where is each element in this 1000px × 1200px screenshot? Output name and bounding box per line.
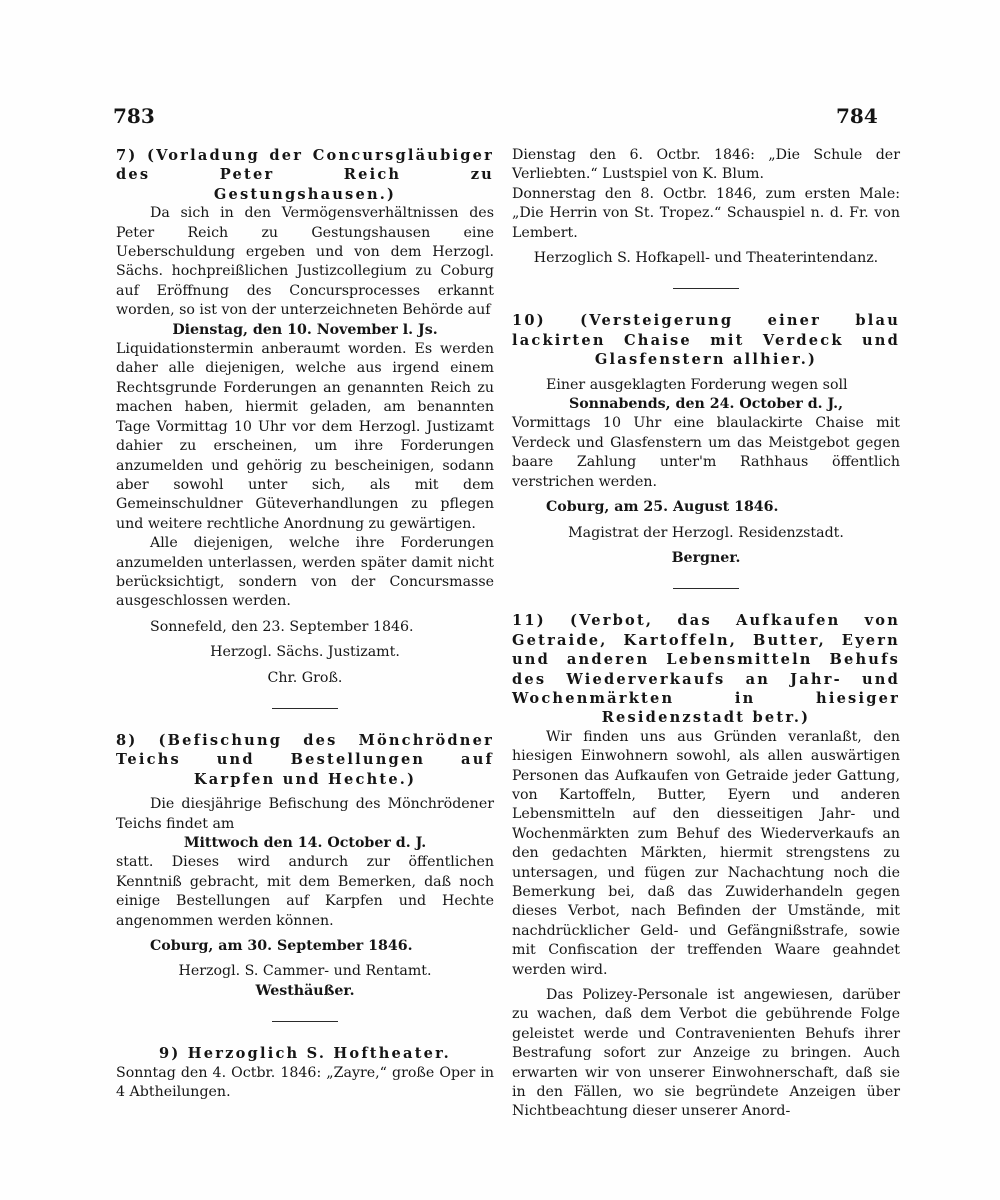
notice-7-paragraph-1: Da sich in den Vermögensverhältnissen des Peter Reich zu Gestungshausen eine Ueberschuldung ergeben und von dem Herzogl. Sächs. hochpreißlichen Justizcollegium zu Coburg auf Eröffnung des Concursprocesses erkannt worden, so ist von der unterzeichneten Behörde auf bbox=[116, 205, 494, 319]
notice-9-authority: Herzoglich S. Hofkapell- und Theaterintendanz. bbox=[533, 250, 879, 267]
notice-8-paragraph-1: Die diesjährige Befischung des Mönchrödener Teichs findet am bbox=[116, 796, 494, 832]
notice-9-paragraph-2: Dienstag den 6. Octbr. 1846: „Die Schule der Verliebten.“ Lustspiel von K. Blum. bbox=[512, 147, 900, 183]
notice-9-paragraph-3: Donnerstag den 8. Octbr. 1846, zum ersten Male: „Die Herrin von St. Tropez.“ Schauspiel n. d. Fr. von Lembert. bbox=[512, 185, 900, 241]
notice-7-signer: Chr. Groß. bbox=[267, 669, 343, 686]
notice-10-signer: Bergner. bbox=[671, 549, 741, 566]
notice-8-date: Mittwoch den 14. October d. J. bbox=[183, 835, 427, 851]
notice-8-place-date: Coburg, am 30. September 1846. bbox=[150, 938, 413, 955]
notice-7-heading: 7) (Vorladung der Concursgläubiger des Peter Reich zu Gestungshausen.) bbox=[116, 147, 494, 203]
notice-10-authority: Magistrat der Herzogl. Residenzstadt. bbox=[568, 524, 844, 541]
left-column bbox=[116, 146, 494, 1102]
notice-8 bbox=[116, 731, 494, 1001]
notice-7-place-date: Sonnefeld, den 23. September 1846. bbox=[150, 618, 414, 635]
notice-10-place-date: Coburg, am 25. August 1846. bbox=[546, 499, 779, 516]
notice-11-heading: 11) (Verbot, das Aufkaufen von Getraide, Kartoffeln, Butter, Eyern und anderen Lebensmitteln Behufs des Wiederverkaufs an Jahr- und Wochenmärkten in hiesiger Residenzstadt betr.) bbox=[512, 612, 900, 727]
notice-9-continued bbox=[512, 146, 900, 268]
notice-8-heading: 8) (Befischung des Mönchrödner Teichs und Bestellungen auf Karpfen und Hechte.) bbox=[116, 731, 494, 788]
right-column bbox=[512, 146, 900, 1122]
notice-7-authority: Herzogl. Sächs. Justizamt. bbox=[210, 644, 400, 661]
notice-8-paragraph-2: statt. Dieses wird andurch zur öffentlichen Kenntniß gebracht, mit dem Bemerken, daß noch einige Bestellungen auf Karpfen und Hechte angenommen werden können. bbox=[116, 854, 494, 929]
notice-10-paragraph-1: Einer ausgeklagten Forderung wegen soll bbox=[546, 376, 848, 393]
notice-10 bbox=[512, 311, 900, 568]
notice-9-paragraph-1: Sonntag den 4. Octbr. 1846: „Zayre,“ große Oper in 4 Abtheilungen. bbox=[116, 1064, 494, 1101]
notice-11-paragraph-2: Das Polizey-Personale ist angewiesen, darüber zu wachen, daß dem Verbot die gebührende Folge geleistet werde und Contravenienten Behufs ihrer Bestrafung sofort zur Anzeige zu bringen. Auch erwarten wir von unserer Einwohnerschaft, daß sie in den Fällen, wo sie begründete Anzeigen über Nichtbeachtung dieser unserer Anord- bbox=[512, 987, 900, 1120]
notice-7-date: Dienstag, den 10. November l. Js. bbox=[172, 321, 438, 338]
notice-9 bbox=[116, 1044, 494, 1102]
notice-11 bbox=[512, 611, 900, 1122]
notice-10-paragraph-2: Vormittags 10 Uhr eine blaulackirte Chaise mit Verdeck und Glasfenstern um das Meistgebot gegen baare Zahlung unter'm Rathhaus öffentlich verstrichen werden. bbox=[512, 415, 900, 490]
notice-11-paragraph-1: Wir finden uns aus Gründen veranlaßt, den hiesigen Einwohnern sowohl, als allen auswärtigen Personen das Aufkaufen von Getraide jeder Gattung, von Kartoffeln, Butter, Eyern und anderen Lebensmitteln auf den diesseitigen Jahr- und Wochenmärkten zum Behuf des Wiederverkaufs an den gedachten Märkten, hiermit strengstens zu untersagen, und fügen zur Nachachtung noch die Bemerkung bei, daß das Zuwiderhandeln gegen dieses Verbot, nach Befinden der Umstände, mit nachdrücklicher Geld- und Gefängnißstrafe, sowie mit Confiscation der treffenden Waare geahndet werden wird. bbox=[512, 728, 900, 978]
section-divider bbox=[673, 588, 739, 589]
section-divider bbox=[673, 288, 739, 289]
page-number-left: 783 bbox=[113, 104, 155, 128]
section-divider bbox=[272, 708, 338, 709]
notice-7-paragraph-2: Liquidationstermin anberaumt worden. Es werden daher alle diejenigen, welche aus irgend einem Rechtsgrunde Forderungen an genannten Reich zu machen haben, hiermit geladen, am benannten Tage Vormittag 10 Uhr vor dem Herzogl. Justizamt dahier zu erscheinen, um ihre Forderungen anzumelden und gehörig zu bescheinigen, sodann aber sowohl unter sich, als mit dem Gemeinschuldner Güteverhandlungen zu pflegen und weitere rechtliche Anordnung zu gewärtigen. bbox=[116, 341, 494, 532]
notice-8-signer: Westhäußer. bbox=[255, 982, 355, 999]
section-divider bbox=[272, 1021, 338, 1022]
notice-7 bbox=[116, 146, 494, 688]
notice-10-date: Sonnabends, den 24. October d. J., bbox=[568, 396, 844, 413]
page-number-right: 784 bbox=[836, 104, 878, 128]
notice-7-paragraph-3: Alle diejenigen, welche ihre Forderungen anzumelden unterlassen, werden später damit nicht berücksichtigt, sondern von der Concursmasse ausgeschlossen werden. bbox=[116, 535, 494, 610]
notice-8-authority: Herzogl. S. Cammer- und Rentamt. bbox=[178, 963, 432, 980]
notice-9-heading: 9) Herzoglich S. Hoftheater. bbox=[159, 1045, 451, 1063]
notice-10-heading: 10) (Versteigerung einer blau lackirten Chaise mit Verdeck und Glasfenstern allhier.) bbox=[512, 312, 900, 369]
